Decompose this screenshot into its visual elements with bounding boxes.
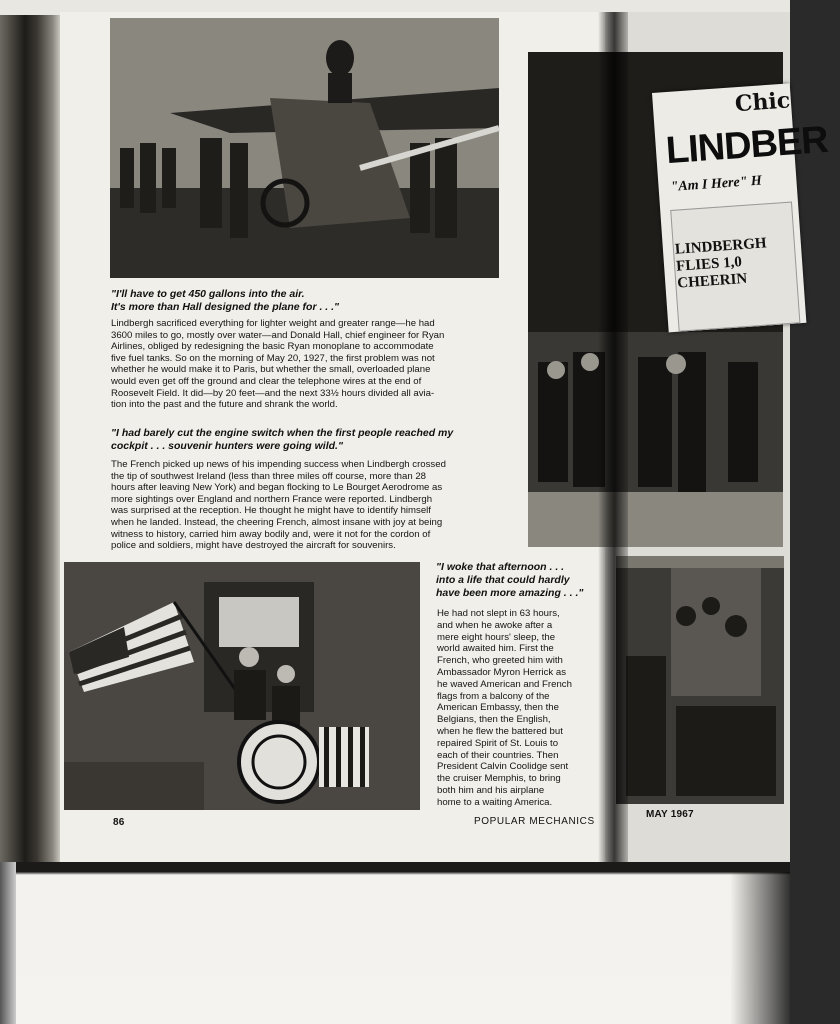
plane-illustration: [110, 18, 499, 278]
caption-line: into a life that could hardly: [436, 574, 570, 586]
paragraph-landing: [111, 459, 503, 552]
page-fold-shadow: [598, 12, 628, 864]
edge-shadow: [730, 872, 790, 1024]
text-line: President Calvin Coolidge sent: [437, 761, 569, 773]
text-line: when he landed. Instead, the cheering French, almost insane with joy at being: [111, 516, 443, 528]
balcony-illustration: [64, 562, 420, 810]
text-line: the cruiser Memphis, to bring: [437, 773, 561, 785]
caption-line: "I woke that afternoon . . .: [436, 561, 565, 573]
text-line: flags from a balcony of the: [437, 690, 550, 702]
paragraph-takeoff: [111, 318, 501, 411]
photo-embassy-balcony: [64, 562, 420, 810]
binding-shadow: [0, 15, 62, 865]
page-number: 86: [113, 817, 125, 828]
text-line: Airlines, obliged by redesigning the basic Ryan monoplane to accommodate: [111, 341, 434, 353]
crowd-illustration: [616, 556, 784, 804]
caption-line: It's more than Hall designed the plane for . . .": [111, 301, 340, 313]
text-line: French, who greeted him with: [437, 655, 563, 667]
photo-cheering-crowd: [616, 556, 784, 804]
edge-shadow: [0, 862, 16, 1024]
text-line: Lindbergh sacrificed everything for lighter weight and greater range—he had: [111, 318, 435, 329]
newspaper-line: CHEERIN: [676, 270, 748, 292]
photo-spirit-of-st-louis: [110, 18, 499, 278]
text-line: American Embassy, then the: [437, 702, 559, 714]
text-line: the tip of southwest Ireland (less than three miles off course, more than 28: [111, 470, 426, 482]
text-line: world awaited him. First the: [437, 643, 554, 655]
caption-line: "I had barely cut the engine switch when the first people reached my: [111, 427, 454, 439]
text-line: tion into the past and the future and shrank the world.: [111, 399, 338, 411]
caption-line: have been more amazing . . .": [436, 587, 584, 599]
newspaper-headline: LINDBER: [664, 118, 830, 173]
newspaper-line: LINDBERGH: [674, 235, 768, 258]
text-line: each of their countries. Then: [437, 749, 559, 761]
text-line: he waved American and French: [437, 678, 572, 690]
newspaper-masthead: Chic: [734, 87, 792, 118]
caption-line: cockpit . . . souvenir hunters were going wild.": [111, 440, 343, 452]
text-line: repaired Spirit of St. Louis to: [437, 737, 559, 749]
text-line: both him and his airplane: [437, 784, 545, 796]
text-line: hours after leaving New York) and began flocking to Le Bourget Aerodrome as: [111, 482, 443, 494]
text-line: would even get off the ground and clear the telephone wires at the end of: [111, 375, 422, 387]
caption-fuel-heading: [111, 288, 339, 314]
text-line: when he flew the battered but: [437, 725, 563, 737]
caption-line: "I'll have to get 450 gallons into the air.: [111, 288, 305, 300]
text-line: whether he would make it to Paris, but whether the small, overloaded plane: [111, 364, 431, 376]
text-line: home to a waiting America.: [437, 796, 553, 808]
magazine-title: POPULAR MECHANICS: [474, 816, 595, 827]
text-line: five fuel tanks. So on the morning of May 20, 1927, the first problem was not: [111, 352, 435, 364]
scanner-bottom-area: [0, 862, 790, 1024]
text-line: Roosevelt Field. It did—by 20 feet—and the next 33½ hours divided all avia-: [111, 387, 435, 399]
text-line: more sightings over England and northern France were reported. Lindbergh: [111, 493, 433, 505]
text-line: He had not slept in 63 hours,: [437, 608, 560, 619]
issue-date: MAY 1967: [646, 809, 694, 820]
text-line: mere eight hours' sleep, the: [437, 631, 556, 643]
text-line: witness to history, carried him away bodily and, were it not for the cordon of: [111, 528, 431, 540]
text-line: police and soldiers, might have destroyed the aircraft for souvenirs.: [111, 540, 396, 552]
text-line: Belgians, then the English,: [437, 714, 551, 726]
caption-landing-heading: [111, 427, 453, 453]
text-line: was surprised at the reception. He thought he might have to identify himself: [111, 505, 431, 517]
caption-awoke-heading: [436, 561, 583, 600]
newspaper-line: FLIES 1,0: [675, 254, 743, 275]
text-line: and when he awoke after a: [437, 619, 553, 631]
newspaper-subhead: "Am I Here" H: [670, 173, 763, 195]
text-line: 3600 miles to go, mostly over water—and Donald Hall, chief engineer for Ryan: [111, 329, 445, 341]
newspaper-second-headline: [674, 235, 769, 292]
newspaper-front-page: [652, 83, 830, 332]
paragraph-celebration: [437, 608, 595, 809]
text-line: The French picked up news of his impending success when Lindbergh crossed: [111, 459, 446, 470]
text-line: Ambassador Myron Herrick as: [437, 666, 567, 678]
